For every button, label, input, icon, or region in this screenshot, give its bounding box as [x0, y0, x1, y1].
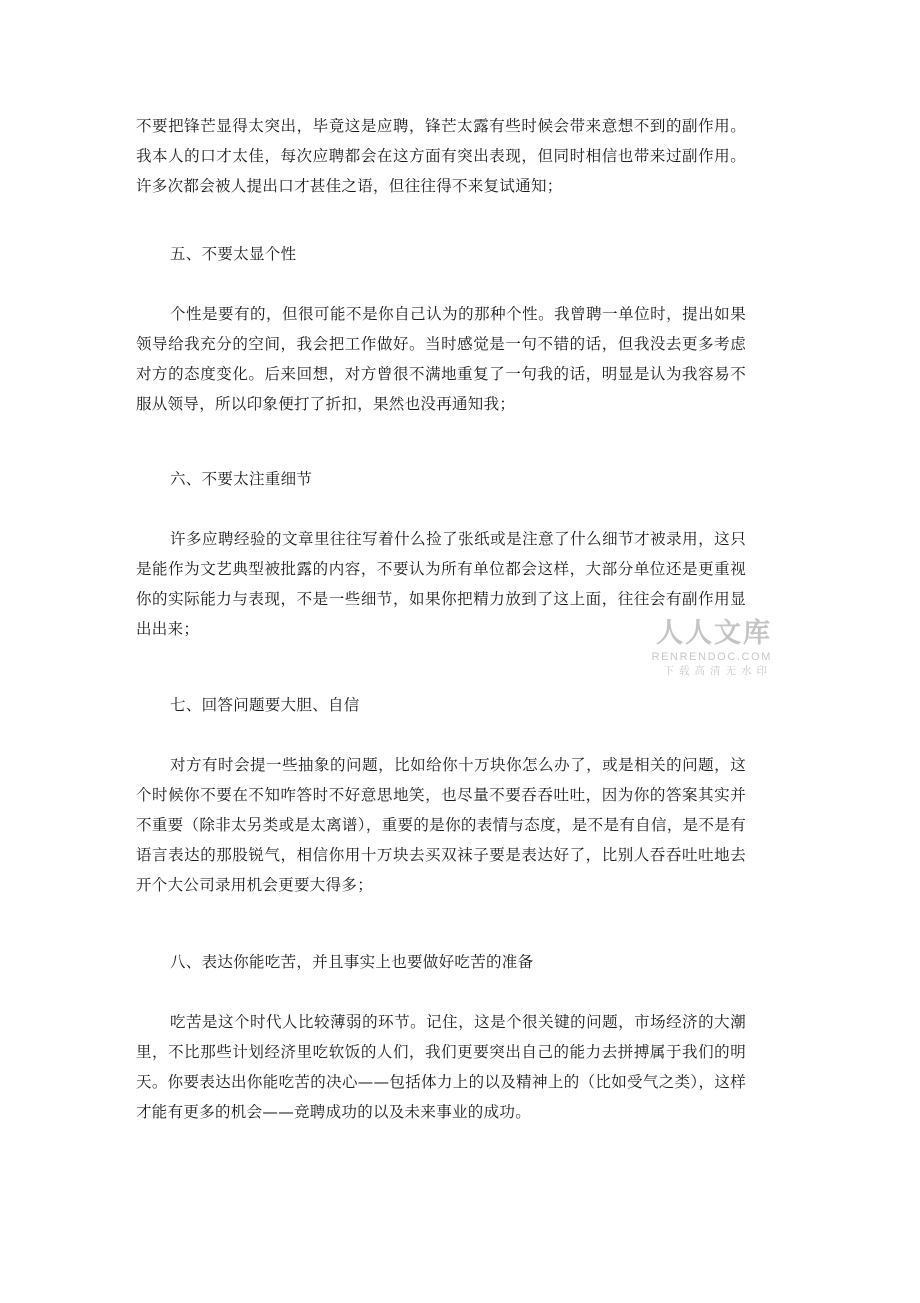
watermark-title: 人人文库: [656, 618, 772, 649]
paragraph-section-8: 吃苦是这个时代人比较薄弱的环节。记住，这是个很关键的问题，市场经济的大潮里，不比那些计划经济里吃软饭的人们，我们更要突出自己的能力去拼搏属于我们的明天。你要表达出你能吃苦的决心——包括体力上的以及精神上的（比如受气之类），这样才能有更多的机会——竞聘成功的以及未来事业的成功。: [136, 1013, 746, 1121]
heading-section-6: 六、不要太注重细节: [170, 470, 313, 488]
watermark: [648, 618, 772, 678]
heading-section-7: 七、回答问题要大胆、自信: [170, 696, 360, 714]
heading-section-8: 八、表达你能吃苦，并且事实上也要做好吃苦的准备: [170, 953, 534, 971]
paragraph-section-5: 个性是要有的，但很可能不是你自己认为的那种个性。我曾聘一单位时，提出如果领导给我充分的空间，我会把工作做好。当时感觉是一句不错的话，但我没去更多考虑对方的态度变化。后来回想，对方曾很不满地重复了一句我的话，明显是认为我容易不服从领导，所以印象便打了折扣，果然也没再通知我；: [136, 305, 746, 413]
heading-section-5: 五、不要太显个性: [170, 245, 297, 263]
watermark-subtitle: 下载高清无水印: [663, 665, 772, 677]
paragraph-section-6: 许多应聘经验的文章里往往写着什么捡了张纸或是注意了什么细节才被录用，这只是能作为文艺典型被批露的内容，不要认为所有单位都会这样，大部分单位还是更重视你的实际能力与表现，不是一些细节，如果你把精力放到了这上面，往往会有副作用显出出来；: [136, 530, 746, 638]
paragraph-section-7: 对方有时会提一些抽象的问题，比如给你十万块你怎么办了，或是相关的问题，这个时候你不要在不知咋答时不好意思地笑，也尽量不要吞吞吐吐，因为你的答案其实并不重要（除非太另类或是太离谱），重要的是你的表情与态度，是不是有自信，是不是有语言表达的那股锐气，相信你用十万块去买双袜子要是表达好了，比别人吞吞吐吐地去开个大公司录用机会更要大得多；: [136, 756, 746, 894]
watermark-domain: RENRENDOC.COM: [651, 651, 772, 663]
paragraph-intro: 不要把锋芒显得太突出，毕竟这是应聘，锋芒太露有些时候会带来意想不到的副作用。我本人的口才太佳，每次应聘都会在这方面有突出表现，但同时相信也带来过副作用。许多次都会被人提出口才甚佳之语，但往往得不来复试通知；: [136, 117, 746, 195]
